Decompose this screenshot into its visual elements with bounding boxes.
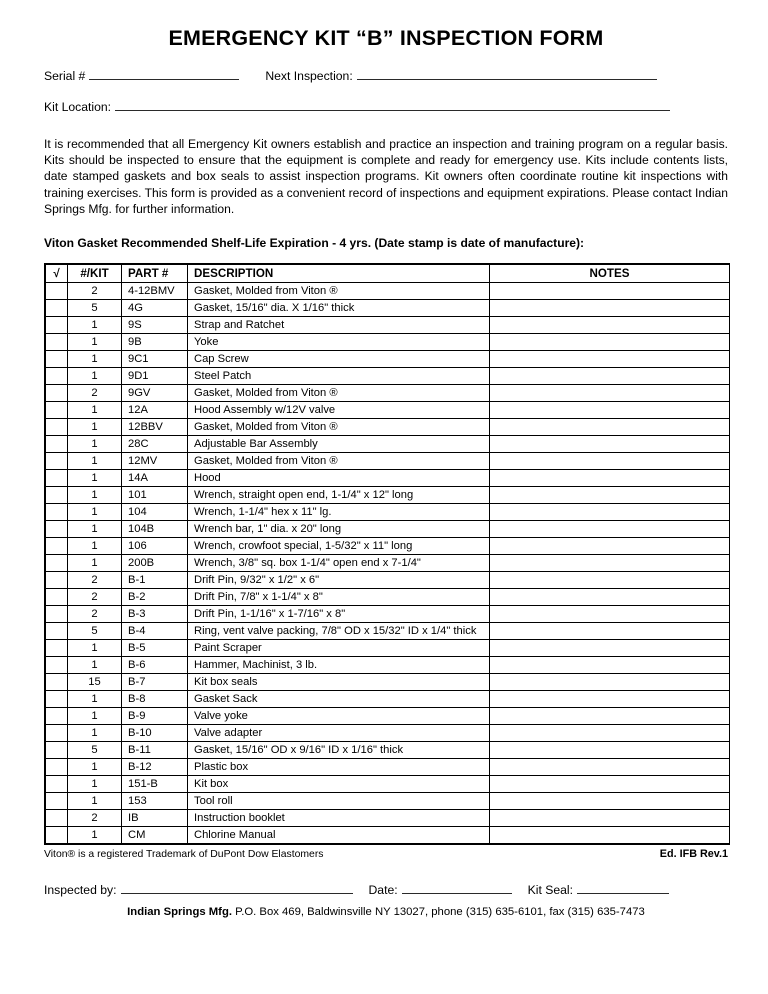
row-notes-cell[interactable]: [490, 623, 730, 640]
row-description: Wrench, 1-1/4" hex x 11" lg.: [188, 504, 490, 521]
row-notes-cell[interactable]: [490, 810, 730, 827]
row-part-number: 4-12BMV: [122, 283, 188, 300]
row-notes-cell[interactable]: [490, 657, 730, 674]
row-part-number: 12BBV: [122, 419, 188, 436]
company-footer: [44, 906, 728, 918]
row-qty: 2: [68, 572, 122, 589]
row-part-number: B-12: [122, 759, 188, 776]
row-description: Hood Assembly w/12V valve: [188, 402, 490, 419]
table-row: [46, 504, 730, 521]
row-notes-cell[interactable]: [490, 402, 730, 419]
row-description: Valve adapter: [188, 725, 490, 742]
row-notes-cell[interactable]: [490, 351, 730, 368]
parts-table-body: [46, 283, 730, 844]
row-description: Instruction booklet: [188, 810, 490, 827]
row-checkbox-cell[interactable]: [46, 470, 68, 487]
row-qty: 1: [68, 708, 122, 725]
row-checkbox-cell[interactable]: [46, 657, 68, 674]
company-address: P.O. Box 469, Baldwinsville NY 13027, phone (315) 635-6101, fax (315) 635-7473: [235, 906, 645, 919]
table-row: [46, 606, 730, 623]
row-qty: 1: [68, 657, 122, 674]
row-description: Drift Pin, 9/32" x 1/2" x 6": [188, 572, 490, 589]
row-qty: 1: [68, 419, 122, 436]
row-qty: 2: [68, 810, 122, 827]
row-part-number: B-5: [122, 640, 188, 657]
row-qty: 5: [68, 300, 122, 317]
row-qty: 1: [68, 487, 122, 504]
row-part-number: B-4: [122, 623, 188, 640]
row-qty: 1: [68, 640, 122, 657]
kit-location-input[interactable]: [115, 99, 670, 111]
row-part-number: 106: [122, 538, 188, 555]
next-inspection-input[interactable]: [357, 68, 657, 80]
row-notes-cell[interactable]: [490, 470, 730, 487]
row-description: Valve yoke: [188, 708, 490, 725]
row-description: Yoke: [188, 334, 490, 351]
parts-table: [45, 264, 730, 844]
row-part-number: 101: [122, 487, 188, 504]
table-row: [46, 742, 730, 759]
parts-table-container: [44, 263, 730, 845]
kit-location-row: [44, 99, 728, 114]
trademark-notice: Viton® is a registered Trademark of DuPont Dow Elastomers: [44, 849, 324, 861]
row-checkbox-cell[interactable]: [46, 385, 68, 402]
row-qty: 2: [68, 283, 122, 300]
row-qty: 1: [68, 725, 122, 742]
row-checkbox-cell[interactable]: [46, 521, 68, 538]
row-description: Adjustable Bar Assembly: [188, 436, 490, 453]
column-header-part: PART #: [122, 265, 188, 283]
table-row: [46, 283, 730, 300]
row-description: Cap Screw: [188, 351, 490, 368]
row-part-number: B-10: [122, 725, 188, 742]
column-header-description: DESCRIPTION: [188, 265, 490, 283]
row-qty: 1: [68, 776, 122, 793]
row-qty: 1: [68, 351, 122, 368]
row-part-number: B-8: [122, 691, 188, 708]
date-label: Date:: [368, 883, 398, 898]
row-part-number: B-3: [122, 606, 188, 623]
row-notes-cell[interactable]: [490, 691, 730, 708]
trademark-row: [44, 848, 728, 860]
row-checkbox-cell[interactable]: [46, 419, 68, 436]
row-part-number: 104: [122, 504, 188, 521]
row-part-number: 200B: [122, 555, 188, 572]
row-checkbox-cell[interactable]: [46, 317, 68, 334]
table-row: [46, 776, 730, 793]
row-notes-cell[interactable]: [490, 759, 730, 776]
row-notes-cell[interactable]: [490, 708, 730, 725]
inspection-signature-row: [44, 882, 728, 897]
table-row: [46, 487, 730, 504]
row-notes-cell[interactable]: [490, 521, 730, 538]
table-row: [46, 555, 730, 572]
row-description: Plastic box: [188, 759, 490, 776]
table-row: [46, 470, 730, 487]
row-part-number: 9S: [122, 317, 188, 334]
row-description: Tool roll: [188, 793, 490, 810]
date-input[interactable]: [402, 882, 512, 894]
row-part-number: 151-B: [122, 776, 188, 793]
row-description: Wrench bar, 1" dia. x 20" long: [188, 521, 490, 538]
row-description: Kit box seals: [188, 674, 490, 691]
row-qty: 2: [68, 589, 122, 606]
serial-input[interactable]: [89, 68, 239, 80]
row-notes-cell[interactable]: [490, 793, 730, 810]
company-name: Indian Springs Mfg.: [127, 906, 232, 919]
row-notes-cell[interactable]: [490, 827, 730, 844]
column-header-check: √: [46, 265, 68, 283]
row-notes-cell[interactable]: [490, 504, 730, 521]
row-part-number: 28C: [122, 436, 188, 453]
row-checkbox-cell[interactable]: [46, 759, 68, 776]
row-checkbox-cell[interactable]: [46, 283, 68, 300]
row-description: Chlorine Manual: [188, 827, 490, 844]
row-checkbox-cell[interactable]: [46, 334, 68, 351]
table-row: [46, 640, 730, 657]
table-header-row: [46, 265, 730, 283]
table-row: [46, 385, 730, 402]
row-description: Wrench, 3/8" sq. box 1-1/4" open end x 7-1/4": [188, 555, 490, 572]
row-checkbox-cell[interactable]: [46, 708, 68, 725]
row-qty: 1: [68, 504, 122, 521]
serial-label: Serial #: [44, 69, 86, 83]
row-checkbox-cell[interactable]: [46, 776, 68, 793]
row-checkbox-cell[interactable]: [46, 827, 68, 844]
inspected-by-label: Inspected by:: [44, 883, 117, 898]
table-row: [46, 657, 730, 674]
next-inspection-label: Next Inspection:: [265, 69, 353, 83]
parts-table-header: [46, 265, 730, 283]
row-qty: 1: [68, 453, 122, 470]
table-row: [46, 453, 730, 470]
row-qty: 1: [68, 436, 122, 453]
kit-seal-input[interactable]: [577, 882, 669, 894]
row-qty: 1: [68, 368, 122, 385]
row-qty: 5: [68, 742, 122, 759]
row-qty: 1: [68, 827, 122, 844]
row-description: Gasket, Molded from Viton ®: [188, 385, 490, 402]
row-part-number: 14A: [122, 470, 188, 487]
table-row: [46, 436, 730, 453]
row-notes-cell[interactable]: [490, 640, 730, 657]
row-description: Wrench, straight open end, 1-1/4" x 12" long: [188, 487, 490, 504]
row-notes-cell[interactable]: [490, 742, 730, 759]
row-qty: 1: [68, 317, 122, 334]
row-notes-cell[interactable]: [490, 368, 730, 385]
row-part-number: B-2: [122, 589, 188, 606]
row-qty: 1: [68, 538, 122, 555]
row-part-number: 9B: [122, 334, 188, 351]
row-part-number: CM: [122, 827, 188, 844]
row-checkbox-cell[interactable]: [46, 487, 68, 504]
row-notes-cell[interactable]: [490, 572, 730, 589]
row-description: Gasket Sack: [188, 691, 490, 708]
row-part-number: 9C1: [122, 351, 188, 368]
row-qty: 15: [68, 674, 122, 691]
row-description: Strap and Ratchet: [188, 317, 490, 334]
row-checkbox-cell[interactable]: [46, 538, 68, 555]
serial-and-next-inspection-row: [44, 68, 728, 83]
table-row: [46, 759, 730, 776]
row-notes-cell[interactable]: [490, 538, 730, 555]
row-qty: 2: [68, 606, 122, 623]
row-checkbox-cell[interactable]: [46, 351, 68, 368]
row-qty: 1: [68, 691, 122, 708]
row-part-number: B-6: [122, 657, 188, 674]
row-qty: 1: [68, 334, 122, 351]
row-notes-cell[interactable]: [490, 436, 730, 453]
row-notes-cell[interactable]: [490, 334, 730, 351]
table-row: [46, 674, 730, 691]
edition-label: Ed. IFB Rev.1: [659, 848, 728, 861]
table-row: [46, 725, 730, 742]
row-part-number: B-9: [122, 708, 188, 725]
row-qty: 5: [68, 623, 122, 640]
row-checkbox-cell[interactable]: [46, 640, 68, 657]
table-row: [46, 691, 730, 708]
row-checkbox-cell[interactable]: [46, 589, 68, 606]
row-part-number: 12MV: [122, 453, 188, 470]
column-header-qty: #/KIT: [68, 265, 122, 283]
row-notes-cell[interactable]: [490, 487, 730, 504]
row-part-number: 9GV: [122, 385, 188, 402]
row-notes-cell[interactable]: [490, 283, 730, 300]
table-row: [46, 351, 730, 368]
row-part-number: 9D1: [122, 368, 188, 385]
row-description: Gasket, Molded from Viton ®: [188, 283, 490, 300]
row-checkbox-cell[interactable]: [46, 691, 68, 708]
table-row: [46, 300, 730, 317]
row-notes-cell[interactable]: [490, 589, 730, 606]
row-part-number: B-7: [122, 674, 188, 691]
row-description: Gasket, Molded from Viton ®: [188, 453, 490, 470]
row-checkbox-cell[interactable]: [46, 504, 68, 521]
kit-location-label: Kit Location:: [44, 100, 112, 114]
row-notes-cell[interactable]: [490, 674, 730, 691]
row-checkbox-cell[interactable]: [46, 555, 68, 572]
row-part-number: 104B: [122, 521, 188, 538]
table-row: [46, 589, 730, 606]
row-part-number: 4G: [122, 300, 188, 317]
row-notes-cell[interactable]: [490, 776, 730, 793]
row-checkbox-cell[interactable]: [46, 300, 68, 317]
row-qty: 1: [68, 793, 122, 810]
row-description: Drift Pin, 7/8" x 1-1/4" x 8": [188, 589, 490, 606]
row-checkbox-cell[interactable]: [46, 572, 68, 589]
row-notes-cell[interactable]: [490, 300, 730, 317]
table-row: [46, 368, 730, 385]
row-notes-cell[interactable]: [490, 385, 730, 402]
table-row: [46, 402, 730, 419]
row-description: Gasket, Molded from Viton ®: [188, 419, 490, 436]
row-description: Gasket, 15/16" dia. X 1/16" thick: [188, 300, 490, 317]
row-checkbox-cell[interactable]: [46, 606, 68, 623]
row-qty: 1: [68, 470, 122, 487]
row-qty: 1: [68, 402, 122, 419]
table-row: [46, 572, 730, 589]
row-description: Gasket, 15/16" OD x 9/16" ID x 1/16" thick: [188, 742, 490, 759]
row-notes-cell[interactable]: [490, 317, 730, 334]
row-checkbox-cell[interactable]: [46, 368, 68, 385]
table-row: [46, 810, 730, 827]
row-description: Ring, vent valve packing, 7/8" OD x 15/32" ID x 1/4" thick: [188, 623, 490, 640]
table-row: [46, 538, 730, 555]
inspected-by-input[interactable]: [121, 882, 353, 894]
row-checkbox-cell[interactable]: [46, 810, 68, 827]
table-row: [46, 521, 730, 538]
row-notes-cell[interactable]: [490, 725, 730, 742]
row-qty: 1: [68, 521, 122, 538]
row-description: Wrench, crowfoot special, 1-5/32" x 11" long: [188, 538, 490, 555]
row-checkbox-cell[interactable]: [46, 793, 68, 810]
table-row: [46, 419, 730, 436]
row-qty: 2: [68, 385, 122, 402]
row-checkbox-cell[interactable]: [46, 742, 68, 759]
row-notes-cell[interactable]: [490, 606, 730, 623]
row-checkbox-cell[interactable]: [46, 674, 68, 691]
row-part-number: B-1: [122, 572, 188, 589]
table-row: [46, 793, 730, 810]
page-title: EMERGENCY KIT “B” INSPECTION FORM: [168, 26, 604, 50]
row-checkbox-cell[interactable]: [46, 725, 68, 742]
kit-seal-label: Kit Seal:: [527, 883, 574, 898]
row-part-number: 153: [122, 793, 188, 810]
table-row: [46, 708, 730, 725]
row-description: Paint Scraper: [188, 640, 490, 657]
row-notes-cell[interactable]: [490, 555, 730, 572]
table-row: [46, 827, 730, 844]
row-notes-cell[interactable]: [490, 453, 730, 470]
intro-paragraph: It is recommended that all Emergency Kit owners establish and practice an inspection and training program on a regular basis. Kits should be inspected to ensure that the equipment is complete and ready for emergency use. Kits include contents lists, date stamped gaskets and box seals to assist inspection programs. Kit owners often coordinate routine kit inspections with training exercises. This form is provided as a convenient record of inspections and equipment expirations. Please contact Indian Springs Mfg. for further information.: [44, 137, 728, 216]
row-checkbox-cell[interactable]: [46, 623, 68, 640]
table-row: [46, 317, 730, 334]
row-part-number: 12A: [122, 402, 188, 419]
table-row: [46, 623, 730, 640]
row-notes-cell[interactable]: [490, 419, 730, 436]
row-description: Drift Pin, 1-1/16" x 1-7/16" x 8": [188, 606, 490, 623]
row-description: Hood: [188, 470, 490, 487]
row-qty: 1: [68, 759, 122, 776]
column-header-notes: NOTES: [490, 265, 730, 283]
row-checkbox-cell[interactable]: [46, 402, 68, 419]
shelf-life-note: Viton Gasket Recommended Shelf-Life Expiration - 4 yrs. (Date stamp is date of manufacture):: [44, 236, 585, 251]
row-description: Steel Patch: [188, 368, 490, 385]
row-part-number: IB: [122, 810, 188, 827]
row-part-number: B-11: [122, 742, 188, 759]
row-checkbox-cell[interactable]: [46, 436, 68, 453]
row-checkbox-cell[interactable]: [46, 453, 68, 470]
row-description: Kit box: [188, 776, 490, 793]
table-row: [46, 334, 730, 351]
row-description: Hammer, Machinist, 3 lb.: [188, 657, 490, 674]
row-qty: 1: [68, 555, 122, 572]
